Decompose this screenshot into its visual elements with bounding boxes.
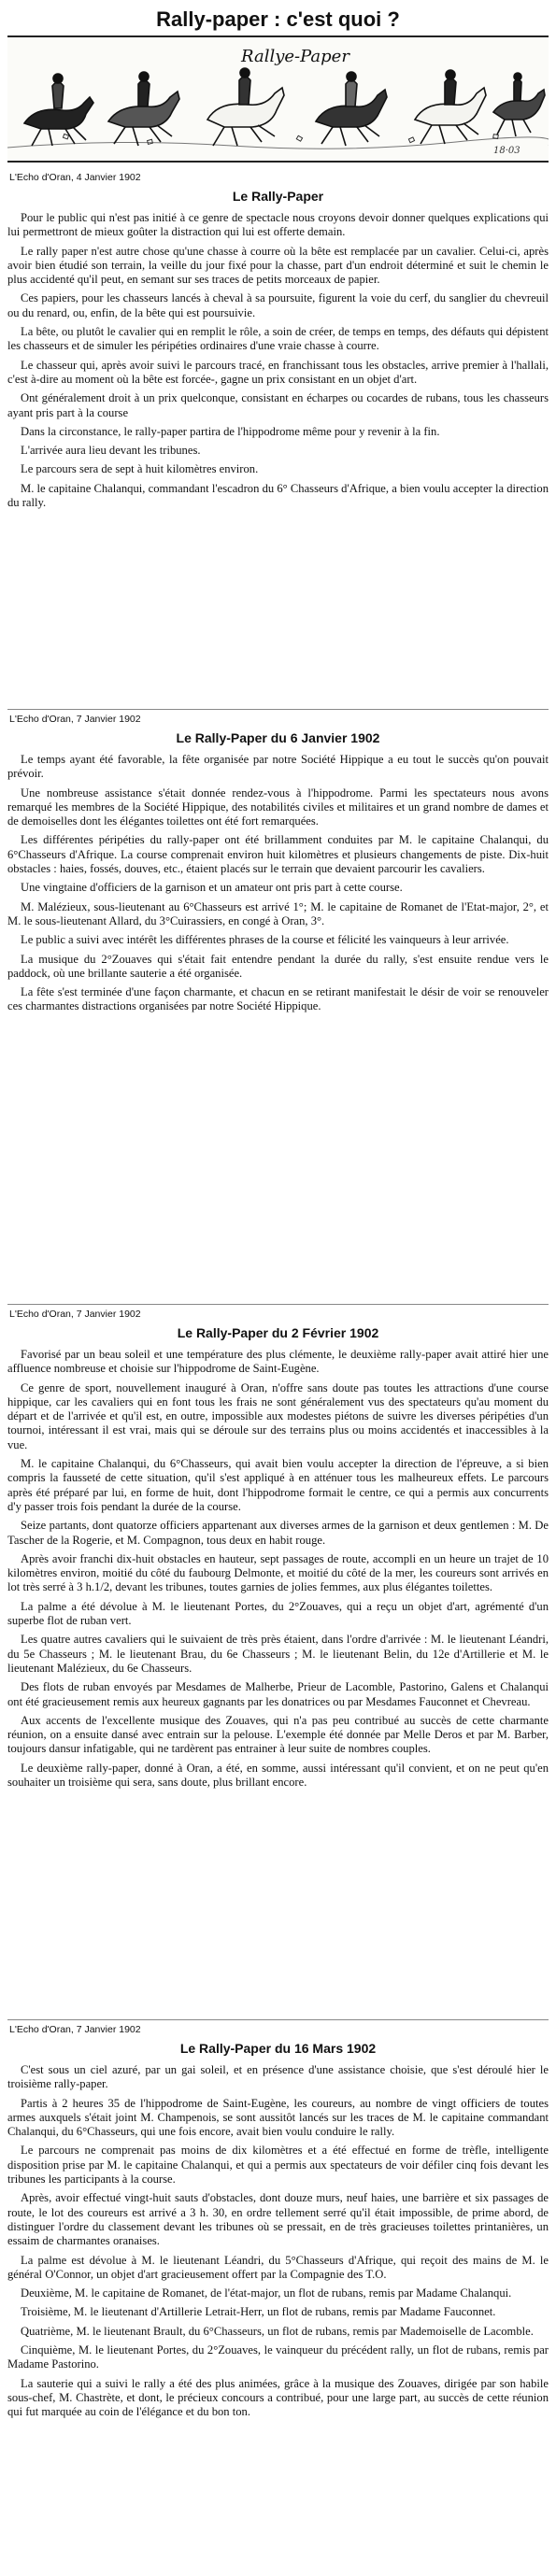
article-paragraph: Pour le public qui n'est pas initié à ce genre de spectacle nous croyons devoir donner quelques explications qui lui permettront de mieux goûter la distraction qui lui est offerte demain. bbox=[7, 211, 549, 239]
article-paragraph: Le rally paper n'est autre chose qu'une chasse à courre où la bête est remplacée par un cavalier. Celui-ci, après avoir bien étudié son terrain, la veille du jour fixé pour la chasse, part d'un endroit déterminé et suit le chemin le plus accidenté qu'il peut, en semant sur ses traces de petits morceaux de papier. bbox=[7, 244, 549, 287]
article-title: Le Rally-Paper du 6 Janvier 1902 bbox=[176, 730, 380, 745]
article-paragraph: Quatrième, M. le lieutenant Brault, du 6°Chasseurs, un flot de rubans, remis par Mademoiselle de Lacomble. bbox=[21, 2324, 534, 2338]
article-paragraph: Une nombreuse assistance s'était donnée rendez-vous à l'hippodrome. Parmi les spectateurs nous avons remarqué les membres de la Société Hippique, des notabilités civiles et militaires et un grand nombre de dames et de demoiselles dont les élégantes toilettes ont été fort remarquées. bbox=[7, 786, 549, 828]
article-paragraph: Troisième, M. le lieutenant d'Artillerie Letrait-Herr, un flot de rubans, remis par Madame Fauconnet. bbox=[21, 2305, 496, 2319]
banner-illustration bbox=[7, 35, 549, 163]
article-paragraph: Les quatre autres cavaliers qui le suivaient de très près étaient, dans l'ordre d'arrivée : M. le lieutenant Léandri, du 5e Chasseurs ; M. le lieutenant Brau, du 6e Chasseurs ; M. le lieutenant Belin, du 12e d'Artillerie et M. le lieutenant Malézieux, du 6e Chasseurs. bbox=[7, 1633, 549, 1675]
article-paragraph: La bête, ou plutôt le cavalier qui en remplit le rôle, a soin de créer, de temps en temps, des défauts qui dépistent les chasseurs et de simuler les péripéties ordinaires d'une vraie chasse à courre. bbox=[7, 325, 549, 353]
article-source: L'Echo d'Oran, 7 Janvier 1902 bbox=[9, 714, 141, 725]
article-paragraph: Le parcours sera de sept à huit kilomètres environ. bbox=[21, 462, 259, 476]
article-source: L'Echo d'Oran, 7 Janvier 1902 bbox=[9, 1309, 141, 1320]
article-paragraph: Deuxième, M. le capitaine de Romanet, de l'état-major, un flot de rubans, remis par Madame Chalanqui. bbox=[21, 2286, 512, 2300]
article-title: Le Rally-Paper bbox=[232, 189, 324, 204]
article-paragraph: Aux accents de l'excellente musique des Zouaves, qui n'a pas peu contribué au succès de cette charmante réunion, on a ensuite dansé avec entrain sur la pelouse. L'exemple été donnée par Melle Deros et par M. Barber, toujours dansur infatigable, qui ne tardèrent pas entrainer à leur suite de nombres couples. bbox=[7, 1713, 549, 1756]
article-paragraph: Après, avoir effectué vingt-huit sauts d'obstacles, dont douze murs, neuf haies, une barrière et six passages de route, le lot des coureurs est arrivé a 3 h. 30, en ordre tellement serré qu'il était impossible, de prime abord, de distinguer l'ordre du classement devant les tribunes où se pressait, en de très gracieuses toilettes printanières, un essaim de charmantes oranaises. bbox=[7, 2191, 549, 2248]
article-paragraph: Partis à 2 heures 35 de l'hippodrome de Saint-Eugène, les coureurs, au nombre de vingt officiers de toutes armes auxquels s'était joint M. Champenois, se sont aussitôt lancés sur les traces de M. le capitaine commandant Chalanqui, du 6°Chasseurs, qui une fois encore, avait bien voulu conduire le rally. bbox=[7, 2096, 549, 2139]
article-paragraph: M. Malézieux, sous-lieutenant au 6°Chasseurs est arrivé 1°; M. le capitaine de Romanet de l'Etat-major, 2°, et M. le sous-lieutenant Allard, du 3°Cuirassiers, en congé à Oran, 3°. bbox=[7, 899, 549, 927]
article-title: Le Rally-Paper du 2 Février 1902 bbox=[177, 1325, 379, 1340]
article-paragraph: C'est sous un ciel azuré, par un gai soleil, et en présence d'une assistance choisie, que s'est déroulé hier le troisième rally-paper. bbox=[7, 2063, 549, 2091]
article-paragraph: M. le capitaine Chalanqui, du 6°Chasseurs, qui avait bien voulu accepter la direction de l'épreuve, a si bien compris la fausseté de cette situation, qu'il s'est appliqué à en atténuer tous les malheureux effets. Le parcours après été préparé par lui, en forme de huit, dont l'hippodrome formait le centre, ce qui a permis aux concurrents d'y passer trois fois pendant la durée de la course. bbox=[7, 1457, 549, 1513]
article-paragraph: Dans la circonstance, le rally-paper partira de l'hippodrome même pour y revenir à la fin. bbox=[21, 424, 440, 438]
article-paragraph: Seize partants, dont quatorze officiers appartenant aux diverses armes de la garnison et deux gentlemen : M. De Tascher de la Rogerie, et M. Compagnon, tous deux en habit rouge. bbox=[7, 1519, 549, 1547]
article-paragraph: La palme est dévolue à M. le lieutenant Léandri, du 5°Chasseurs d'Afrique, qui reçoit des mains de M. le général O'Connor, un objet d'art gracieusement offert par la Compagnie des T.O. bbox=[7, 2253, 549, 2281]
article-paragraph: La fête s'est terminée d'une façon charmante, et chacun en se retirant manifestait le désir de voir se renouveler ces charmantes distractions organisées par notre Société Hippique. bbox=[7, 985, 549, 1013]
article-paragraph: La sauterie qui a suivi le rally a été des plus animées, grâce à la musique des Zouaves, dirigée par son habile sous-chef, M. Chastrète, et dont, le précieux concours a contribué, pour une large part, au succès de cette réunion qui fut marquée au coin de l'élégance et du bon ton. bbox=[7, 2376, 549, 2419]
article-section bbox=[7, 168, 549, 710]
article-title: Le Rally-Paper du 16 Mars 1902 bbox=[179, 2041, 377, 2056]
svg-text:Rallye-Paper: Rallye-Paper bbox=[241, 47, 349, 66]
article-paragraph: Le chasseur qui, après avoir suivi le parcours tracé, en franchissant tous les obstacles, arrive premier à l'hallali, c'est à-dire au moment où la bête est forcée-, gagne un prix consistant en un objet d'art. bbox=[7, 358, 549, 386]
article-section bbox=[7, 2020, 549, 2570]
article-paragraph: Cinquième, M. le lieutenant Portes, du 2°Zouaves, le vainqueur du précédent rally, un flot de rubans, remis par Madame Pastorino. bbox=[7, 2343, 549, 2371]
article-paragraph: Le public a suivi avec intérêt les différentes phrases de la course et félicité les vainqueurs à leur arrivée. bbox=[21, 933, 509, 947]
article-paragraph: Ont généralement droit à un prix quelconque, consistant en écharpes ou cocardes de rubans, tous les chasseurs ayant pris part à la course bbox=[7, 391, 549, 419]
article-paragraph: Ces papiers, pour les chasseurs lancés à cheval à sa poursuite, figurent la voie du cerf, du sanglier du chevreuil ou du renard, ou, enfin, de la bête qui est poursuivie. bbox=[7, 291, 549, 319]
article-source: L'Echo d'Oran, 4 Janvier 1902 bbox=[9, 172, 141, 183]
article-paragraph: La musique du 2°Zouaves qui s'était fait entendre pendant la durée du rally, s'est ensuite rendue vers le paddock, où une brillante sauterie a été organisée. bbox=[7, 952, 549, 980]
article-section bbox=[7, 1305, 549, 2020]
article-paragraph: Les différentes péripéties du rally-paper ont été brillamment conduites par M. le capitaine Chalanqui, du 6°Chasseurs d'Afrique. La course comprenait environ huit kilomètres et plusieurs changements de piste. Dix-huit obstacles : haies, fossés, douves, etc., étaient placés sur le terrain que devaient parcourir les cavaliers. bbox=[7, 833, 549, 876]
svg-text:18·03: 18·03 bbox=[493, 146, 520, 156]
article-paragraph: Le temps ayant été favorable, la fête organisée par notre Société Hippique a eu tout le succès qu'on pouvait prévoir. bbox=[7, 753, 549, 781]
article-paragraph: La palme a été dévolue à M. le lieutenant Portes, du 2°Zouaves, qui a reçu un objet d'art, agrémenté d'un superbe flot de ruban vert. bbox=[7, 1599, 549, 1628]
article-paragraph: Des flots de ruban envoyés par Mesdames de Malherbe, Prieur de Lacomble, Pastorino, Galens et Chalanqui ont été gracieusement remis aux heureux gagnants par les donatrices ou par Mesdames Fauconnet et Chevreau. bbox=[7, 1680, 549, 1708]
article-paragraph: Favorisé par un beau soleil et une température des plus clémente, le deuxième rally-paper avait attiré hier une affluence nombreuse et choisie sur l'hippodrome de Saint-Eugène. bbox=[7, 1348, 549, 1376]
article-paragraph: Le parcours ne comprenait pas moins de dix kilomètres et a été effectué en forme de trèfle, intelligente disposition prise par M. le capitaine Chalanqui, et qui a permis aux spectateurs de voir défiler cinq fois devant les tribunes les participants à la course. bbox=[7, 2144, 549, 2187]
article-paragraph: L'arrivée aura lieu devant les tribunes. bbox=[21, 444, 201, 458]
article-paragraph: M. le capitaine Chalanqui, commandant l'escadron du 6° Chasseurs d'Afrique, a bien voulu accepter la direction du rally. bbox=[7, 481, 549, 510]
riders-illustration bbox=[7, 37, 549, 161]
article-source: L'Echo d'Oran, 7 Janvier 1902 bbox=[9, 2024, 141, 2035]
article-paragraph: Après avoir franchi dix-huit obstacles en hauteur, sept passages de route, accompli en un heure un trajet de 10 kilomètres environ, moitié du côté du faubourg Delmonte, et moitié du côté de la mer, les coureurs sont arrivés en lot très serré à 3 h.1/2, devant les tribunes, toutes garnies de jolies femmes, aux plus élégantes toilettes. bbox=[7, 1551, 549, 1594]
article-paragraph: Une vingtaine d'officiers de la garnison et un amateur ont pris part à cette course. bbox=[21, 881, 403, 895]
article-section bbox=[7, 710, 549, 1305]
article-paragraph: Ce genre de sport, nouvellement inauguré à Oran, n'offre sans doute pas toutes les attractions d'une course hippique, car les cavaliers qui en font tous les frais ne sont généralement vus des spectateurs qu'au moment du départ et de l'arrivée et qu'il est, en outre, impossible aux modestes piétons de suivre les diverses péripéties d'un tournoi, intéressant il est vrai, mais qui se déroule sur des terrains plus ou moins accidentés et inaccessibles à la vue. bbox=[7, 1380, 549, 1451]
page-title: Rally-paper : c'est quoi ? bbox=[156, 7, 400, 31]
article-paragraph: Le deuxième rally-paper, donné à Oran, a été, en somme, aussi intéressant qu'il convient, et on ne peut qu'en souhaiter un troisième qui sera, sans doute, plus brillant encore. bbox=[7, 1761, 549, 1790]
